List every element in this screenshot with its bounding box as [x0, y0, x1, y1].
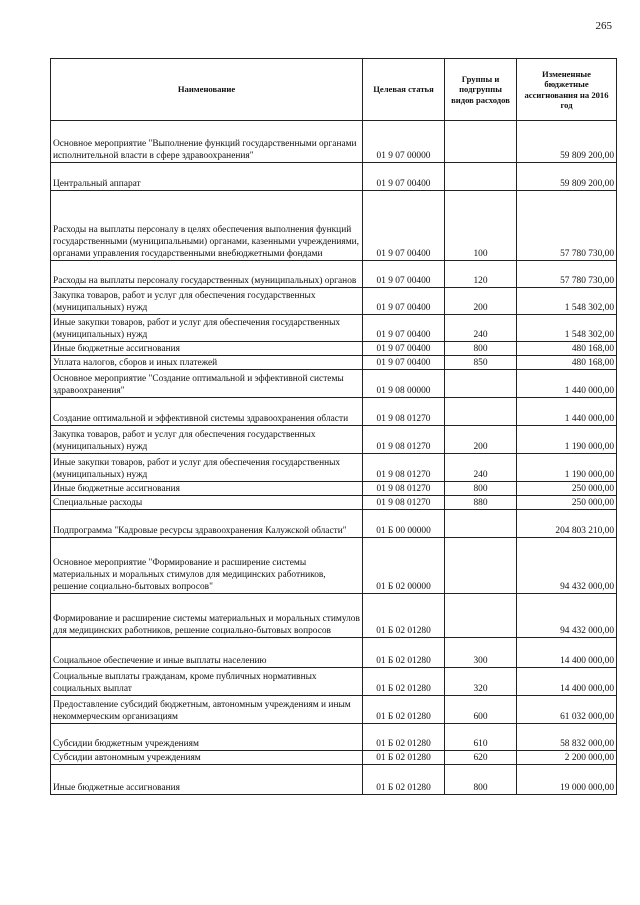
row-amount: 61 032 000,00 [517, 696, 617, 724]
table-row [51, 751, 617, 765]
row-name: Закупка товаров, работ и услуг для обеспечения государственных (муниципальных) нужд [51, 288, 363, 315]
row-name: Центральный аппарат [51, 163, 363, 191]
budget-table [50, 58, 617, 795]
row-amount: 250 000,00 [517, 496, 617, 510]
row-name: Формирование и расширение системы материальных и моральных стимулов для медицинских работников, решение социально-бытовых вопросов [51, 594, 363, 638]
row-amount: 250 000,00 [517, 482, 617, 496]
row-amount: 57 780 730,00 [517, 191, 617, 261]
table-row [51, 288, 617, 315]
row-code: 01 9 08 01270 [363, 398, 445, 426]
row-name: Предоставление субсидий бюджетным, автономным учреждениям и иным некоммерческим организациям [51, 696, 363, 724]
row-name: Расходы на выплаты персоналу государственных (муниципальных) органов [51, 261, 363, 288]
row-group [445, 594, 517, 638]
row-group: 620 [445, 751, 517, 765]
table-row [51, 454, 617, 482]
row-code: 01 9 08 01270 [363, 482, 445, 496]
row-amount: 480 168,00 [517, 342, 617, 356]
row-group: 100 [445, 191, 517, 261]
row-amount: 57 780 730,00 [517, 261, 617, 288]
row-code: 01 Б 02 01280 [363, 668, 445, 696]
table-row [51, 510, 617, 538]
row-name: Социальные выплаты гражданам, кроме публичных нормативных социальных выплат [51, 668, 363, 696]
row-amount: 1 190 000,00 [517, 426, 617, 454]
row-code: 01 9 07 00400 [363, 342, 445, 356]
row-amount: 14 400 000,00 [517, 668, 617, 696]
table-row [51, 724, 617, 751]
header-groups: Группы и подгруппы видов расходов [445, 59, 517, 121]
header-name: Наименование [51, 59, 363, 121]
row-name: Основное мероприятие "Выполнение функций государственными органами исполнительной власти в сфере здравоохранения" [51, 121, 363, 163]
row-name: Основное мероприятие "Создание оптимальной и эффективной системы здравоохранения" [51, 370, 363, 398]
row-code: 01 Б 02 00000 [363, 538, 445, 594]
row-amount: 1 440 000,00 [517, 370, 617, 398]
row-code: 01 9 07 00400 [363, 163, 445, 191]
row-name: Уплата налогов, сборов и иных платежей [51, 356, 363, 370]
table-row [51, 668, 617, 696]
row-group: 600 [445, 696, 517, 724]
row-group: 800 [445, 482, 517, 496]
table-row [51, 163, 617, 191]
row-group: 320 [445, 668, 517, 696]
header-amount: Измененные бюджетные ассигнования на 2016 год [517, 59, 617, 121]
table-row [51, 121, 617, 163]
table-row [51, 765, 617, 795]
row-group [445, 510, 517, 538]
row-name: Социальное обеспечение и иные выплаты населению [51, 638, 363, 668]
row-amount: 1 548 302,00 [517, 315, 617, 342]
row-name: Иные бюджетные ассигнования [51, 482, 363, 496]
row-code: 01 Б 02 01280 [363, 696, 445, 724]
row-amount: 94 432 000,00 [517, 538, 617, 594]
row-amount: 59 809 200,00 [517, 121, 617, 163]
row-code: 01 9 07 00400 [363, 261, 445, 288]
table-row [51, 638, 617, 668]
table-header-row [51, 59, 617, 121]
row-group: 120 [445, 261, 517, 288]
table-row [51, 696, 617, 724]
row-name: Иные закупки товаров, работ и услуг для обеспечения государственных (муниципальных) нужд [51, 454, 363, 482]
row-code: 01 Б 02 01280 [363, 638, 445, 668]
row-code: 01 9 07 00400 [363, 356, 445, 370]
page-number: 265 [595, 20, 612, 32]
row-code: 01 9 08 01270 [363, 496, 445, 510]
row-name: Иные закупки товаров, работ и услуг для обеспечения государственных (муниципальных) нужд [51, 315, 363, 342]
row-group: 800 [445, 342, 517, 356]
row-code: 01 Б 02 01280 [363, 751, 445, 765]
row-code: 01 9 07 00000 [363, 121, 445, 163]
row-group [445, 538, 517, 594]
row-name: Расходы на выплаты персоналу в целях обеспечения выполнения функций государственными (муниципальными) органами, казенными учреждениями, органами управления государственными внебюджетными фондами [51, 191, 363, 261]
row-group: 880 [445, 496, 517, 510]
row-name: Создание оптимальной и эффективной системы здравоохранения области [51, 398, 363, 426]
header-target: Целевая статья [363, 59, 445, 121]
row-amount: 58 832 000,00 [517, 724, 617, 751]
row-group: 200 [445, 426, 517, 454]
table-row [51, 191, 617, 261]
row-name: Подпрограмма "Кадровые ресурсы здравоохранения Калужской области" [51, 510, 363, 538]
row-group [445, 121, 517, 163]
row-name: Закупка товаров, работ и услуг для обеспечения государственных (муниципальных) нужд [51, 426, 363, 454]
row-code: 01 9 08 01270 [363, 426, 445, 454]
row-group [445, 398, 517, 426]
row-amount: 1 440 000,00 [517, 398, 617, 426]
table-row [51, 370, 617, 398]
row-name: Основное мероприятие "Формирование и расширение системы материальных и моральных стимулов для медицинских работников, решение социально-бытовых вопросов" [51, 538, 363, 594]
row-code: 01 Б 00 00000 [363, 510, 445, 538]
row-group: 240 [445, 454, 517, 482]
row-name: Иные бюджетные ассигнования [51, 342, 363, 356]
row-amount: 2 200 000,00 [517, 751, 617, 765]
row-code: 01 9 08 01270 [363, 454, 445, 482]
row-amount: 480 168,00 [517, 356, 617, 370]
row-amount: 59 809 200,00 [517, 163, 617, 191]
row-group: 240 [445, 315, 517, 342]
row-code: 01 Б 02 01280 [363, 724, 445, 751]
table-row [51, 356, 617, 370]
table-row [51, 342, 617, 356]
row-group: 800 [445, 765, 517, 795]
row-group: 300 [445, 638, 517, 668]
row-name: Субсидии автономным учреждениям [51, 751, 363, 765]
row-amount: 1 190 000,00 [517, 454, 617, 482]
row-group: 610 [445, 724, 517, 751]
row-name: Иные бюджетные ассигнования [51, 765, 363, 795]
table-row [51, 315, 617, 342]
table-row [51, 426, 617, 454]
table-row [51, 482, 617, 496]
row-group [445, 370, 517, 398]
table-row [51, 496, 617, 510]
row-name: Специальные расходы [51, 496, 363, 510]
row-group: 200 [445, 288, 517, 315]
row-group [445, 163, 517, 191]
table-row [51, 594, 617, 638]
row-code: 01 9 07 00400 [363, 191, 445, 261]
row-amount: 94 432 000,00 [517, 594, 617, 638]
row-code: 01 9 08 00000 [363, 370, 445, 398]
row-code: 01 9 07 00400 [363, 315, 445, 342]
row-amount: 204 803 210,00 [517, 510, 617, 538]
table-row [51, 538, 617, 594]
row-code: 01 Б 02 01280 [363, 594, 445, 638]
row-code: 01 Б 02 01280 [363, 765, 445, 795]
row-amount: 1 548 302,00 [517, 288, 617, 315]
table-row [51, 398, 617, 426]
row-name: Субсидии бюджетным учреждениям [51, 724, 363, 751]
table-row [51, 261, 617, 288]
row-amount: 19 000 000,00 [517, 765, 617, 795]
row-code: 01 9 07 00400 [363, 288, 445, 315]
row-amount: 14 400 000,00 [517, 638, 617, 668]
row-group: 850 [445, 356, 517, 370]
